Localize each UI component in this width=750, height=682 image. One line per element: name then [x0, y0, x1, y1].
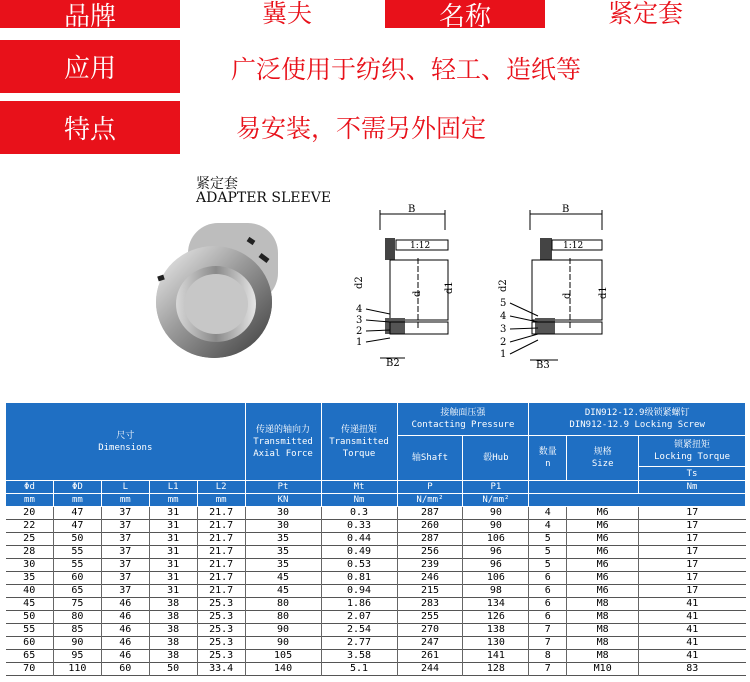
table-cell: 126 [463, 611, 529, 624]
table-cell: 7 [529, 637, 567, 650]
table-cell: 50 [6, 611, 54, 624]
table-cell: 55 [6, 624, 54, 637]
table-cell: 0.81 [321, 572, 397, 585]
dim-d2-left: d2 [354, 276, 365, 289]
table-cell: 98 [463, 585, 529, 598]
table-cell: 31 [149, 572, 197, 585]
table-cell: 21.7 [197, 546, 245, 559]
dim-d1-left: d1 [444, 281, 455, 294]
table-cell: 25 [6, 533, 54, 546]
table-row [6, 585, 746, 598]
table-cell: 20 [6, 507, 54, 520]
table-cell: 90 [463, 507, 529, 520]
dim-B3-right: B3 [536, 360, 550, 370]
part-4-right: 4 [500, 311, 507, 322]
table-cell: 0.3 [321, 507, 397, 520]
table-cell: 6 [529, 611, 567, 624]
table-row [6, 598, 746, 611]
table-cell: 8 [529, 650, 567, 663]
table-cell: 21.7 [197, 507, 245, 520]
adapter-drawing-right [490, 200, 630, 370]
table-cell: 65 [53, 585, 101, 598]
table-cell: 5 [529, 559, 567, 572]
table-cell: 55 [53, 546, 101, 559]
application-value: 广泛使用于纺织、轻工、造纸等 [231, 55, 582, 84]
table-cell: M8 [567, 624, 639, 637]
header-qty: 数量 n [529, 436, 567, 481]
table-cell: 38 [149, 637, 197, 650]
table-row [6, 520, 746, 533]
table-cell: 17 [686, 572, 699, 583]
table-cell: M10 [567, 663, 639, 676]
table-cell: 0.53 [321, 559, 397, 572]
table-cell: 38 [149, 611, 197, 624]
table-cell: 35 [6, 572, 54, 585]
table-cell: M6 [567, 533, 639, 546]
dim-d2-right: d2 [498, 279, 509, 292]
table-cell: 25.3 [197, 650, 245, 663]
table-cell: 25.3 [197, 637, 245, 650]
table-cell: 1.86 [321, 598, 397, 611]
table-cell: 21.7 [197, 520, 245, 533]
table-cell: 17 [686, 559, 699, 570]
dim-d-right: d [562, 292, 573, 299]
table-cell: 128 [463, 663, 529, 676]
table-cell: M6 [567, 507, 639, 520]
table-cell: 95 [53, 650, 101, 663]
table-cell: 83 [686, 663, 699, 674]
table-cell: 5 [529, 533, 567, 546]
table-cell: 25.3 [197, 598, 245, 611]
table-cell: 70 [6, 663, 54, 676]
table-cell: M6 [567, 546, 639, 559]
part-2-left: 2 [356, 326, 363, 337]
table-cell: 40 [6, 585, 54, 598]
table-cell: 17 [686, 507, 699, 518]
table-row [6, 507, 746, 520]
table-cell: 41 [686, 598, 699, 609]
table-cell: 60 [101, 663, 149, 676]
table-cell: 106 [463, 533, 529, 546]
part-3-right: 3 [500, 324, 507, 335]
table-cell: 60 [6, 637, 54, 650]
brand-label: 品牌 [0, 0, 180, 28]
table-cell: 90 [53, 637, 101, 650]
unit-row: mm mm mm mm mm KN Nm N/mm² N/mm² [6, 494, 746, 507]
table-cell: 106 [463, 572, 529, 585]
table-cell: 38 [149, 598, 197, 611]
table-cell: 37 [101, 546, 149, 559]
table-cell: 0.49 [321, 546, 397, 559]
table-cell: 4 [529, 520, 567, 533]
dim-B-right: B [562, 204, 570, 215]
table-cell: 134 [463, 598, 529, 611]
table-cell: 270 [397, 624, 463, 637]
table-cell: 46 [101, 650, 149, 663]
table-cell: 239 [397, 559, 463, 572]
table-cell: 141 [463, 650, 529, 663]
table-cell: 256 [397, 546, 463, 559]
product-name-cn: 紧定套 [196, 176, 238, 192]
table-cell: 25.3 [197, 624, 245, 637]
table-cell: 90 [245, 624, 321, 637]
table-cell: 31 [149, 559, 197, 572]
part-4-left: 4 [356, 304, 363, 315]
table-cell: 244 [397, 663, 463, 676]
table-cell: 17 [686, 546, 699, 557]
table-cell: 80 [245, 611, 321, 624]
table-cell: 6 [529, 598, 567, 611]
table-cell: 37 [101, 572, 149, 585]
table-cell: 21.7 [197, 585, 245, 598]
table-cell: 30 [245, 507, 321, 520]
table-cell: 37 [101, 507, 149, 520]
table-cell: 37 [101, 520, 149, 533]
table-cell: 41 [686, 624, 699, 635]
table-row [6, 572, 746, 585]
table-cell: 45 [245, 572, 321, 585]
table-row [6, 663, 746, 676]
dim-d-left: d [412, 290, 423, 297]
adapter-sleeve-photo [150, 215, 290, 365]
table-cell: 5 [529, 546, 567, 559]
table-cell: 7 [529, 624, 567, 637]
table-cell: 37 [101, 559, 149, 572]
table-cell: 21.7 [197, 559, 245, 572]
table-cell: M8 [567, 650, 639, 663]
table-cell: 46 [101, 637, 149, 650]
table-cell: M8 [567, 637, 639, 650]
product-name-en: ADAPTER SLEEVE [196, 190, 332, 206]
table-cell: 37 [101, 585, 149, 598]
taper-left: 1:12 [410, 241, 431, 251]
header-hub: 毂Hub [463, 436, 529, 481]
table-cell: 28 [6, 546, 54, 559]
table-cell: 65 [6, 650, 54, 663]
table-cell: 215 [397, 585, 463, 598]
table-cell: M6 [567, 572, 639, 585]
table-cell: 140 [245, 663, 321, 676]
table-cell: 37 [101, 533, 149, 546]
table-cell: 261 [397, 650, 463, 663]
table-cell: 41 [686, 611, 699, 622]
table-cell: 31 [149, 520, 197, 533]
dim-B2-left: B2 [386, 358, 400, 369]
header-pressure: 接触面压强 Contacting Pressure [397, 403, 529, 436]
table-cell: 0.44 [321, 533, 397, 546]
table-cell: 41 [686, 637, 699, 648]
table-row [6, 650, 746, 663]
part-5-right: 5 [500, 298, 507, 309]
table-cell: M6 [567, 559, 639, 572]
table-cell: 46 [101, 598, 149, 611]
table-cell: 246 [397, 572, 463, 585]
table-cell: 4 [529, 507, 567, 520]
table-cell: 96 [463, 546, 529, 559]
table-cell: 130 [463, 637, 529, 650]
header-screw: DIN912-12.9级锁紧螺钉 DIN912-12.9 Locking Screw [529, 403, 746, 436]
table-row [6, 559, 746, 572]
application-label: 应用 [0, 40, 180, 93]
table-cell: 6 [529, 585, 567, 598]
table-cell: 90 [245, 637, 321, 650]
table-cell: M8 [567, 598, 639, 611]
table-cell: M6 [567, 585, 639, 598]
dim-B-left: B [408, 204, 416, 215]
table-cell: 60 [53, 572, 101, 585]
table-cell: 3.58 [321, 650, 397, 663]
table-cell: 2.07 [321, 611, 397, 624]
table-cell: 5.1 [321, 663, 397, 676]
table-cell: 45 [245, 585, 321, 598]
part-1-left: 1 [356, 337, 363, 348]
table-cell: 47 [53, 520, 101, 533]
table-cell: 30 [245, 520, 321, 533]
table-cell: 50 [149, 663, 197, 676]
table-cell: 17 [686, 533, 699, 544]
table-cell: 255 [397, 611, 463, 624]
header-ts: Ts [639, 467, 746, 481]
name-value: 紧定套 [608, 0, 684, 28]
table-cell: 7 [529, 663, 567, 676]
table-row [6, 533, 746, 546]
table-cell: 105 [245, 650, 321, 663]
table-cell: 46 [101, 611, 149, 624]
header-locking-torque: 锁紧扭矩 Locking Torque [639, 436, 746, 467]
table-cell: 45 [6, 598, 54, 611]
header-torque: 传递扭矩 Transmitted Torque [321, 403, 397, 481]
table-cell: 138 [463, 624, 529, 637]
table-cell: 6 [529, 572, 567, 585]
header-dimensions: 尺寸 Dimensions [6, 403, 246, 481]
taper-right: 1:12 [563, 241, 584, 251]
brand-value: 冀夫 [262, 0, 313, 28]
table-cell: 35 [245, 546, 321, 559]
table-cell: 90 [463, 520, 529, 533]
table-cell: 31 [149, 546, 197, 559]
table-cell: 25.3 [197, 611, 245, 624]
table-cell: 283 [397, 598, 463, 611]
table-cell: 41 [686, 650, 699, 661]
table-cell: 0.94 [321, 585, 397, 598]
table-cell: 35 [245, 533, 321, 546]
part-2-right: 2 [500, 337, 507, 348]
table-row [6, 546, 746, 559]
table-cell: 55 [53, 559, 101, 572]
table-cell: 47 [53, 507, 101, 520]
table-row [6, 611, 746, 624]
header-shaft: 轴Shaft [397, 436, 463, 481]
table-cell: 75 [53, 598, 101, 611]
spec-table [5, 402, 746, 676]
table-cell: 80 [53, 611, 101, 624]
adapter-drawing-left [340, 200, 480, 370]
symbol-row: Φd ΦD L L1 L2 Pt Mt P P1 Nm [6, 481, 746, 494]
table-cell: M8 [567, 611, 639, 624]
table-cell: 21.7 [197, 572, 245, 585]
header-size: 规格 Size [567, 436, 639, 481]
table-cell: 38 [149, 624, 197, 637]
table-cell: 80 [245, 598, 321, 611]
table-cell: 31 [149, 585, 197, 598]
table-cell: 22 [6, 520, 54, 533]
table-cell: 50 [53, 533, 101, 546]
table-cell: 247 [397, 637, 463, 650]
spec-table-body [6, 507, 746, 676]
part-3-left: 3 [356, 315, 363, 326]
table-cell: 31 [149, 507, 197, 520]
table-cell: 33.4 [197, 663, 245, 676]
table-cell: 31 [149, 533, 197, 546]
name-label: 名称 [385, 0, 545, 28]
table-cell: 30 [6, 559, 54, 572]
table-cell: M6 [567, 520, 639, 533]
table-cell: 17 [686, 585, 699, 596]
table-cell: 287 [397, 533, 463, 546]
table-cell: 17 [686, 520, 699, 531]
table-cell: 46 [101, 624, 149, 637]
table-cell: 2.54 [321, 624, 397, 637]
table-cell: 260 [397, 520, 463, 533]
feature-value: 易安装，不需另外固定 [236, 114, 487, 143]
table-cell: 0.33 [321, 520, 397, 533]
header-axial-force: 传递的轴向力 Transmitted Axial Force [245, 403, 321, 481]
table-cell: 2.77 [321, 637, 397, 650]
feature-label: 特点 [0, 101, 180, 154]
table-cell: 110 [53, 663, 101, 676]
part-1-right: 1 [500, 349, 507, 360]
table-cell: 21.7 [197, 533, 245, 546]
table-cell: 85 [53, 624, 101, 637]
dim-d1-right: d1 [598, 286, 609, 299]
table-cell: 35 [245, 559, 321, 572]
table-cell: 38 [149, 650, 197, 663]
table-row [6, 637, 746, 650]
table-cell: 96 [463, 559, 529, 572]
table-row [6, 624, 746, 637]
table-cell: 287 [397, 507, 463, 520]
